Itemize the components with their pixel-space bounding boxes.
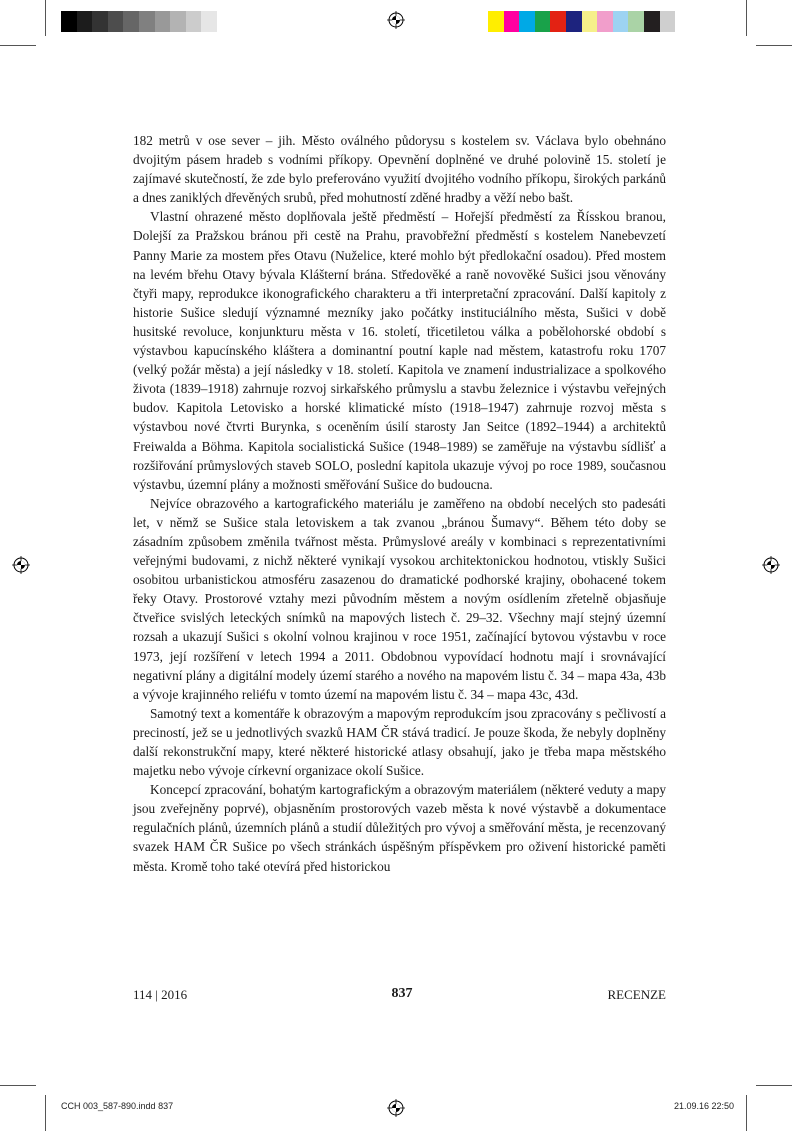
color-swatch bbox=[77, 11, 93, 32]
registration-mark-right-icon bbox=[762, 556, 780, 574]
color-calibration-bar bbox=[488, 11, 675, 32]
color-swatch bbox=[582, 11, 598, 32]
registration-mark-bottom-icon bbox=[387, 1099, 405, 1117]
color-swatch bbox=[123, 11, 139, 32]
paragraph: 182 metrů v ose sever – jih. Město oválného půdorysu s kostelem sv. Václava bylo obehnáno dvojitým pásem hradeb s vodními příkopy. Opevnění doplněné ve druhé polovině 15. století je zajímavé skutečností, že zde bylo preferováno využití dvojitého vodního příkopu, širokých parkánů a dnes zaniklých dřevěných srubů, před mohutností zděné hradby a věží nebo bašt. bbox=[133, 133, 666, 206]
slug-filename: CCH 003_587-890.indd 837 bbox=[61, 1101, 174, 1111]
color-swatch bbox=[186, 11, 202, 32]
section-title: RECENZE bbox=[607, 987, 666, 1002]
article-body bbox=[133, 131, 666, 876]
color-swatch bbox=[597, 11, 613, 32]
crop-mark bbox=[0, 1085, 36, 1086]
crop-mark bbox=[45, 1095, 46, 1131]
color-swatch bbox=[155, 11, 171, 32]
page-number: 837 bbox=[391, 986, 413, 1001]
color-swatch bbox=[201, 11, 217, 32]
paragraph: Nejvíce obrazového a kartografického materiálu je zaměřeno na období necelých sto padesáti let, v němž se Sušice stala letoviskem a tak zvanou „bránou Šumavy“. Během této doby se zásadním způsobem změnila tvářnost města. Průmyslové areály v kombinaci s reprezentativními veřejnými budovami, z nichž některé vynikají vysokou architektonickou hodnotou, vtiskly Sušici osobitou urbanistickou atmosféru zasazenou do dramatické podhorské krajiny, obohacené tokem řeky Otavy. Prostorové vztahy mezi původním městem a novým osídlením zřetelně objasňuje čtveřice svislých leteckých snímků na mapových listech č. 29–32. Všechny mají stejný územní rozsah a ukazují Sušici s okolní volnou krajinou v roce 1951, začínající bytovou výstavbu v roce 1973, její rozšíření v letech 1994 a 2011. Obdobnou vypovídací hodnotu mají i srovnávající negativní plány a digitální modely území starého a nového na mapovém listu č. 34 – mapa 43a, 43b a vývoje krajinného reliéfu v tomto území na mapovém listu č. 34 – mapa 43c, 43d. bbox=[133, 495, 666, 702]
paragraph: Koncepcí zpracování, bohatým kartografickým a obrazovým materiálem (některé veduty a mapy jsou zveřejněny poprvé), objasněním prostorových vazeb města k nové výstavbě a dokumentace regulačních plánů, územních plánů a studií důležitých pro vývoj a směřování města, je recenzovaný svazek HAM ČR Sušice po všech stránkách úspěšným příspěvkem pro oživení historické paměti města. Kromě toho také otevírá před historickou bbox=[133, 782, 666, 874]
color-swatch bbox=[644, 11, 660, 32]
crop-mark bbox=[756, 45, 792, 46]
color-swatch bbox=[535, 11, 551, 32]
paragraph: Vlastní ohrazené město doplňovala ještě předměstí – Hořejší předměstí za Řísskou branou, Dolejší za Pražskou bránou při cestě na Prahu, pravobřežní předměstí s kostelem Nanebevzetí Panny Marie za mostem přes Otavu (Nuželice, které mohlo být předlokační osadou). Před mostem na levém břehu Otavy bývala Klášterní brána. Středověké a raně novověké Sušici jsou věnovány čtyři mapy, reprodukce ikonografického charakteru a tři interpretační zpracování. Další kapitoly z historie Sušice sledují významné mezníky jako počátky instituciálního města, Sušici v době husitské revoluce, konjunkturu města v 16. století, třicetiletou válka a pobělohorské období s výstavbou kapucínského kláštera a dominantní poutní kaple nad městem, katastrofu roku 1707 (velký požár města) a její následky v 18. století. Kapitola ve znamení industrializace a spolkového života (1839–1918) zahrnuje rozvoj sirkařského průmyslu a stavbu železnice i výstavbu veřejných budov. Kapitola Letovisko a horské klimatické místo (1918–1947) zahrnuje rozvoj města s výstavbou nové čtvrti Burynka, s oceněním úsilí starosty Jan Seitce (1892–1944) a architektů Freiwalda a Böhma. Kapitola socialistická Sušice (1948–1989) se zaměřuje na výstavbu sídlišť a rozšiřování průmyslových staveb SOLO, poslední kapitola ukazuje vývoj po roce 1989, současnou výstavbu, územní plány a možnosti směřování Sušice do budoucna. bbox=[133, 209, 666, 492]
color-swatch bbox=[61, 11, 77, 32]
registration-mark-left-icon bbox=[12, 556, 30, 574]
crop-mark bbox=[45, 0, 46, 36]
color-swatch bbox=[566, 11, 582, 32]
color-swatch bbox=[92, 11, 108, 32]
crop-mark bbox=[0, 45, 36, 46]
color-swatch bbox=[613, 11, 629, 32]
color-swatch bbox=[519, 11, 535, 32]
color-swatch bbox=[139, 11, 155, 32]
journal-issue: 114 | 2016 bbox=[133, 987, 188, 1002]
color-swatch bbox=[550, 11, 566, 32]
slug-datetime: 21.09.16 22:50 bbox=[673, 1101, 734, 1111]
crop-mark bbox=[746, 0, 747, 36]
paragraph: Samotný text a komentáře k obrazovým a mapovým reprodukcím jsou zpracovány s pečlivostí a preciností, jež se u jednotlivých svazků HAM ČR stává tradicí. Je pouze škoda, že nebyly doplněny další rekonstrukční mapy, které některé historické atlasy obsahují, jako je třeba mapa městského majetku nebo vývoje církevní organizace okolí Sušice. bbox=[133, 705, 666, 779]
color-swatch bbox=[488, 11, 504, 32]
registration-mark-top-icon bbox=[387, 11, 405, 29]
grayscale-calibration-bar bbox=[61, 11, 217, 32]
color-swatch bbox=[628, 11, 644, 32]
color-swatch bbox=[108, 11, 124, 32]
crop-mark bbox=[746, 1095, 747, 1131]
color-swatch bbox=[170, 11, 186, 32]
color-swatch bbox=[504, 11, 520, 32]
crop-mark bbox=[756, 1085, 792, 1086]
color-swatch bbox=[660, 11, 676, 32]
